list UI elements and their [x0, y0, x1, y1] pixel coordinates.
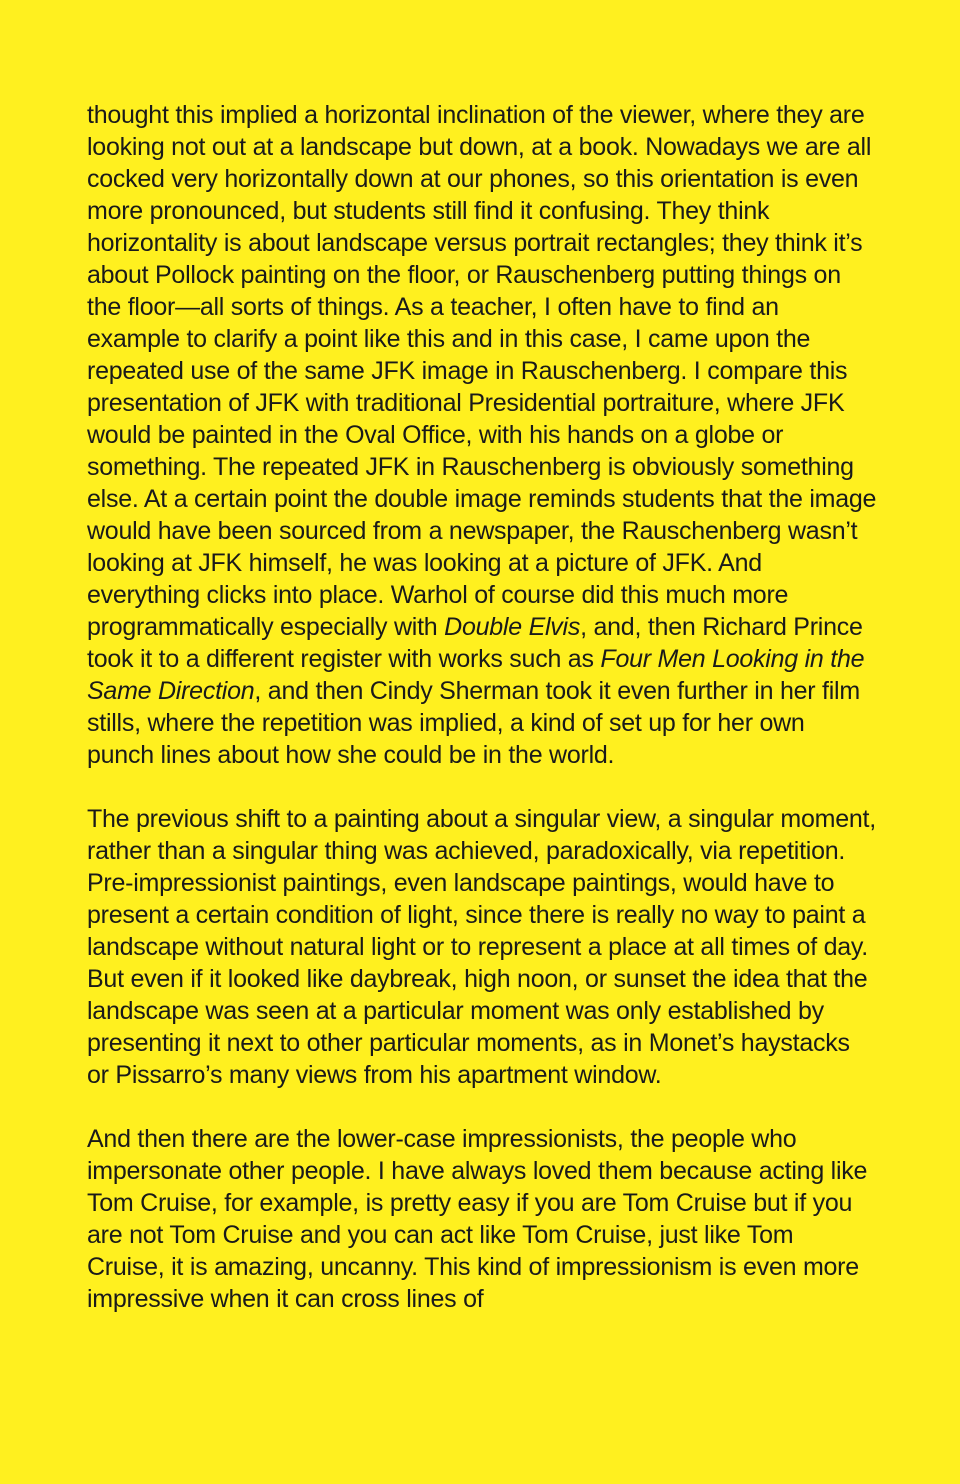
artwork-title-double-elvis: Double Elvis [444, 613, 581, 641]
paragraph-text-part: , and then Cindy Sherman took it even further in her film stills, where the repetition was implied, a kind of set up for her own punch lines about how she could be in the world. [87, 677, 860, 769]
paragraph-horizontality [87, 99, 877, 771]
paragraph-repetition: The previous shift to a painting about a singular view, a singular moment, rather than a singular thing was achieved, paradoxically, via repetition. Pre-impressionist paintings, even landscape paintings, would have to present a certain condition of light, since there is really no way to paint a landscape without natural light or to represent a place at all times of day. But even if it looked like daybreak, high noon, or sunset the idea that the landscape was seen at a particular moment was only established by presenting it next to other particular moments, as in Monet’s haystacks or Pissarro’s many views from his apartment window. [87, 805, 876, 1089]
artwork-title-four-men: Four Men Looking in the Same Direction [87, 645, 865, 705]
paragraph-text-part: thought this implied a horizontal inclination of the viewer, where they are looking not out at a landscape but down, at a book. Nowadays we are all cocked very horizontally down at our phones, so this orientation is even more pronounced, but students still find it confusing. They think horizontality is about landscape versus portrait rectangles; they think it’s about Pollock painting on the floor, or Rauschenberg putting things on the floor—all sorts of things. As a teacher, I often have to find an example to clarify a point like this and in this case, I came upon the repeated use of the same JFK image in Rauschenberg. I compare this presentation of JFK with traditional Presidential portraiture, where JFK would be painted in the Oval Office, with his hands on a globe or something. The repeated JFK in Rauschenberg is obviously something else. At a certain point the double image reminds students that the image would have been sourced from a newspaper, the Rauschenberg wasn’t looking at JFK himself, he was looking at a picture of JFK. And everything clicks into place. Warhol of course did this much more programmatically especially with [87, 101, 877, 641]
page-body [87, 99, 877, 1347]
paragraph-text-part: , and, then Richard Prince took it to a different register with works such as [87, 613, 863, 673]
paragraph-impressionists: And then there are the lower-case impressionists, the people who impersonate other people. I have always loved them because acting like Tom Cruise, for example, is pretty easy if you are Tom Cruise but if you are not Tom Cruise and you can act like Tom Cruise, just like Tom Cruise, it is amazing, uncanny. This kind of impressionism is even more impressive when it can cross lines of [87, 1125, 868, 1313]
